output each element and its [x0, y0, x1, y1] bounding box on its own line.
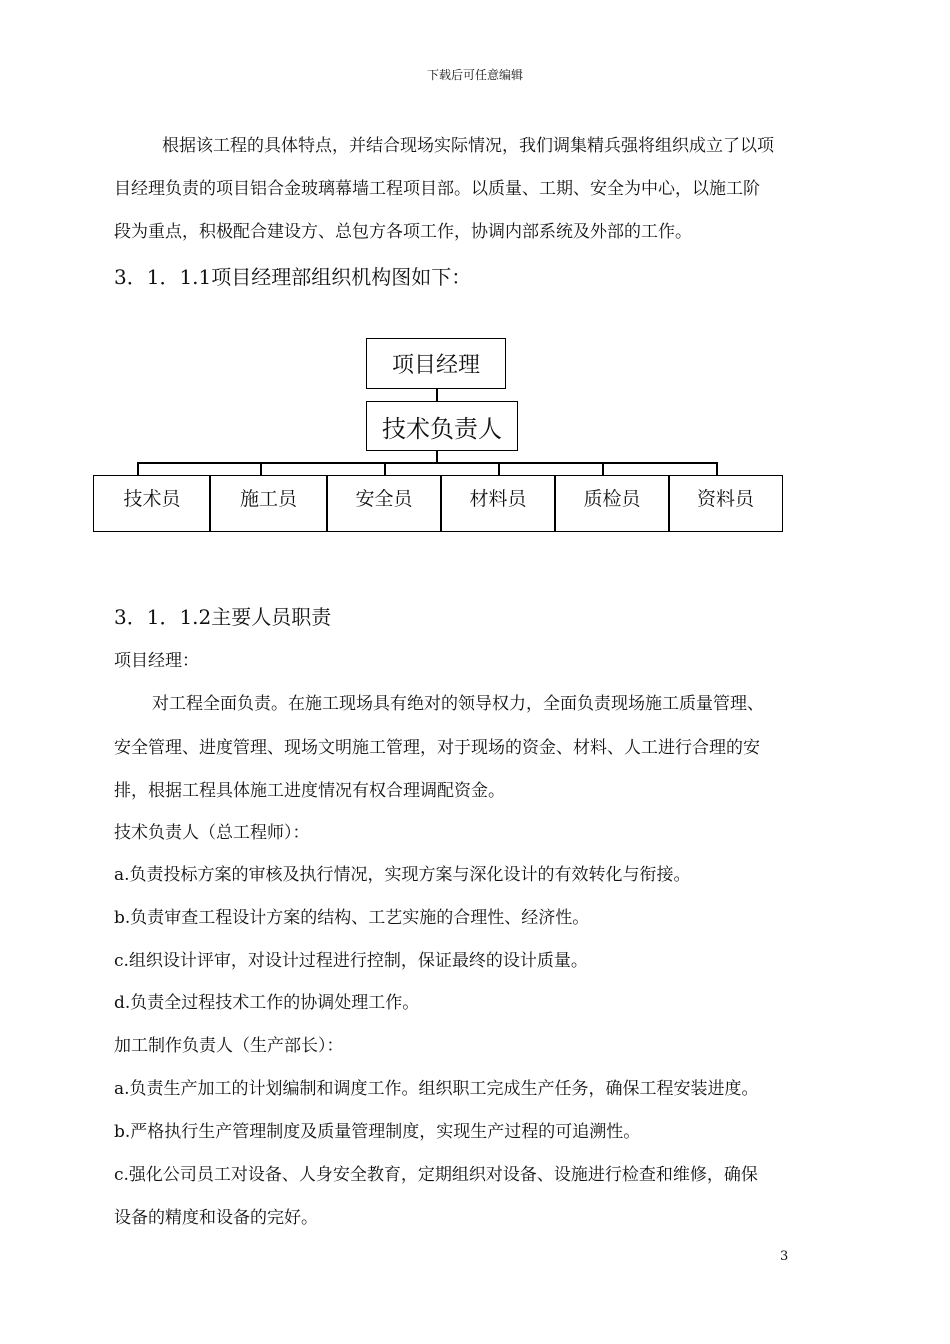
prod-item-a: a.负责生产加工的计划编制和调度工作。组织职工完成生产任务，确保工程安装进度。 [114, 1079, 759, 1099]
org-box-member: 技术员 [93, 475, 211, 532]
tech-item-b: b.负责审查工程设计方案的结构、工艺实施的合理性、经济性。 [114, 908, 590, 928]
org-box-member: 施工员 [209, 475, 328, 532]
tech-item-c: c.组织设计评审，对设计过程进行控制，保证最终的设计质量。 [114, 951, 588, 971]
org-box-project-manager: 项目经理 [366, 338, 506, 389]
org-box-tech-lead: 技术负责人 [366, 401, 518, 451]
section-title-org-chart: 3．1．1.1项目经理部组织机构图如下： [114, 265, 472, 289]
org-box-member: 资料员 [668, 475, 783, 532]
page-header: 下载后可任意编辑 [426, 68, 523, 82]
pm-line-3: 排，根据工程具体施工进度情况有权合理调配资金。 [114, 781, 505, 801]
connector [384, 462, 386, 475]
connector [602, 462, 604, 475]
tech-item-a: a.负责投标方案的审核及执行情况，实现方案与深化设计的有效转化与衔接。 [114, 865, 691, 885]
prod-item-b: b.严格执行生产管理制度及质量管理制度，实现生产过程的可追溯性。 [114, 1122, 641, 1142]
tech-item-d: d.负责全过程技术工作的协调处理工作。 [114, 993, 420, 1013]
org-box-member: 安全员 [326, 475, 442, 532]
org-box-member: 材料员 [440, 475, 556, 532]
intro-line-1: 根据该工程的具体特点，并结合现场实际情况，我们调集精兵强将组织成立了以项 [162, 136, 774, 156]
prod-title: 加工制作负责人（生产部长）： [114, 1036, 344, 1056]
prod-item-c: c.强化公司员工对设备、人身安全教育，定期组织对设备、设施进行检查和维修，确保 [114, 1165, 758, 1185]
connector [498, 462, 500, 475]
pm-title: 项目经理： [114, 651, 199, 671]
connector [137, 462, 139, 475]
pm-line-1: 对工程全面负责。在施工现场具有绝对的领导权力，全面负责现场施工质量管理、 [152, 694, 764, 714]
page-number: 3 [780, 1249, 789, 1264]
connector-horizontal [137, 462, 718, 464]
prod-item-c-cont: 设备的精度和设备的完好。 [114, 1208, 318, 1228]
connector [260, 462, 262, 475]
tech-title: 技术负责人（总工程师）： [114, 823, 310, 843]
org-box-member: 质检员 [554, 475, 670, 532]
section-title-duties: 3．1．1.2主要人员职责 [114, 605, 332, 629]
intro-line-3: 段为重点，积极配合建设方、总包方各项工作，协调内部系统及外部的工作。 [114, 222, 692, 242]
pm-line-2: 安全管理、进度管理、现场文明施工管理，对于现场的资金、材料、人工进行合理的安 [114, 738, 760, 758]
intro-line-2: 目经理负责的项目铝合金玻璃幕墙工程项目部。以质量、工期、安全为中心，以施工阶 [114, 179, 760, 199]
connector [716, 462, 718, 475]
connector [436, 389, 438, 401]
